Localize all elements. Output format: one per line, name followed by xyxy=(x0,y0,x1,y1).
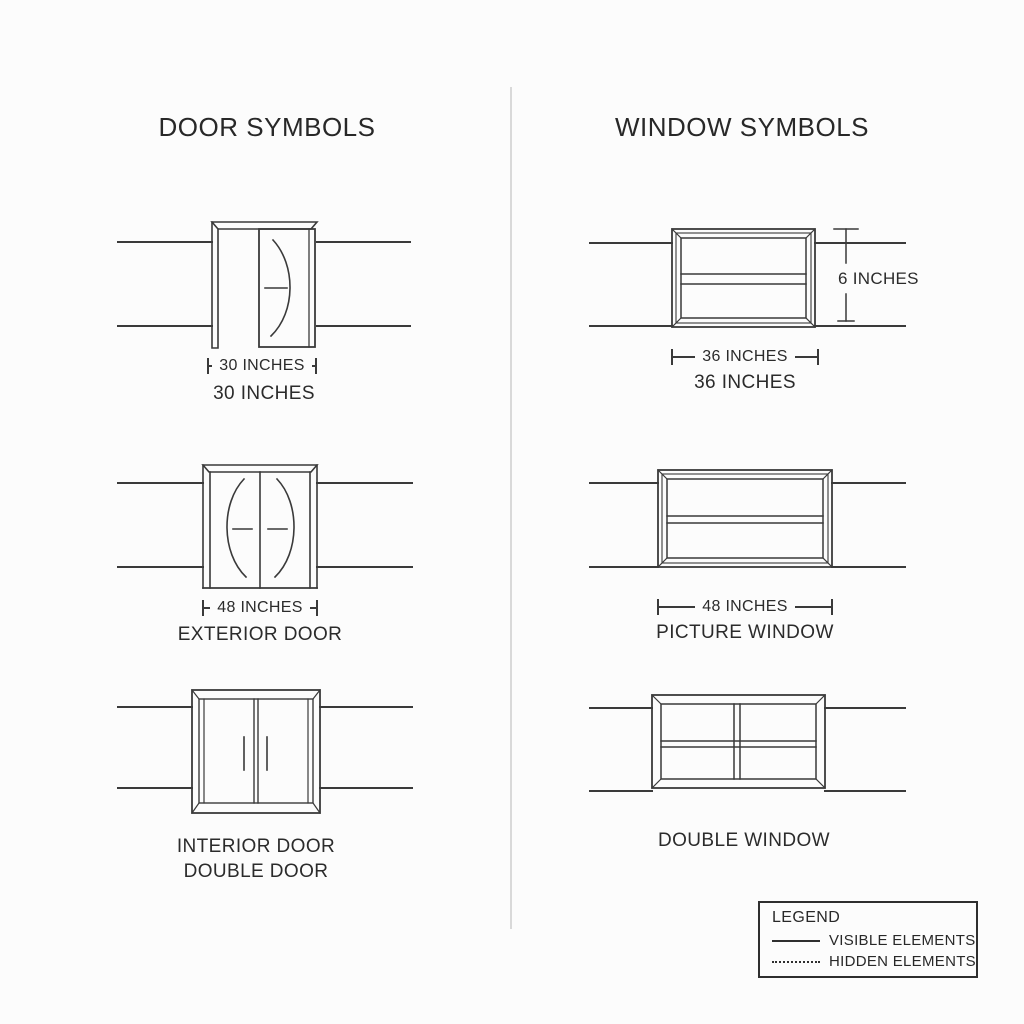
exterior-double-door-symbol xyxy=(118,465,412,588)
hidden-elements-label: HIDDEN ELEMENTS xyxy=(828,953,976,970)
legend-title: LEGEND xyxy=(772,909,841,926)
dimension-tick xyxy=(831,599,833,615)
single-door-label: 30 INCHES xyxy=(213,383,315,404)
dimension-line xyxy=(673,356,695,358)
door-symbols-title: DOOR SYMBOLS xyxy=(158,112,376,142)
exterior-door-label: EXTERIOR DOOR xyxy=(177,624,343,645)
legend-row-visible xyxy=(772,930,976,951)
dimension-line xyxy=(795,606,831,608)
legend-row-hidden xyxy=(772,951,976,972)
legend-box xyxy=(758,901,978,978)
exterior-door-dimension xyxy=(202,599,318,617)
interior-door-label-line2: DOUBLE DOOR xyxy=(183,861,329,882)
dimension-text: 36 INCHES xyxy=(702,348,788,365)
window-symbols-title: WINDOW SYMBOLS xyxy=(614,112,869,142)
dimension-text: 48 INCHES xyxy=(702,598,788,615)
dimension-text: 48 INCHES xyxy=(217,599,303,616)
single-window-height-dimension-text: 6 INCHES xyxy=(838,267,919,291)
dimension-tick xyxy=(316,600,318,616)
hidden-line-swatch xyxy=(772,961,820,963)
picture-window-dimension xyxy=(657,598,833,616)
single-door-dimension xyxy=(207,357,317,375)
dimension-tick xyxy=(315,358,317,374)
single-door-symbol xyxy=(118,222,410,348)
visible-elements-label: VISIBLE ELEMENTS xyxy=(829,932,976,949)
dimension-text: 30 INCHES xyxy=(219,357,305,374)
double-window-symbol xyxy=(590,695,905,791)
single-window-width-dimension xyxy=(671,348,819,366)
single-window-label: 36 INCHES xyxy=(694,372,796,393)
dimension-tick xyxy=(817,349,819,365)
double-window-label: DOUBLE WINDOW xyxy=(658,830,830,851)
dimension-line xyxy=(795,356,817,358)
picture-window-symbol xyxy=(590,470,905,567)
picture-window-label: PICTURE WINDOW xyxy=(656,622,834,643)
interior-double-door-symbol xyxy=(118,690,412,813)
interior-door-label-line1: INTERIOR DOOR xyxy=(176,836,336,857)
visible-line-swatch xyxy=(772,940,820,942)
dimension-line xyxy=(659,606,695,608)
